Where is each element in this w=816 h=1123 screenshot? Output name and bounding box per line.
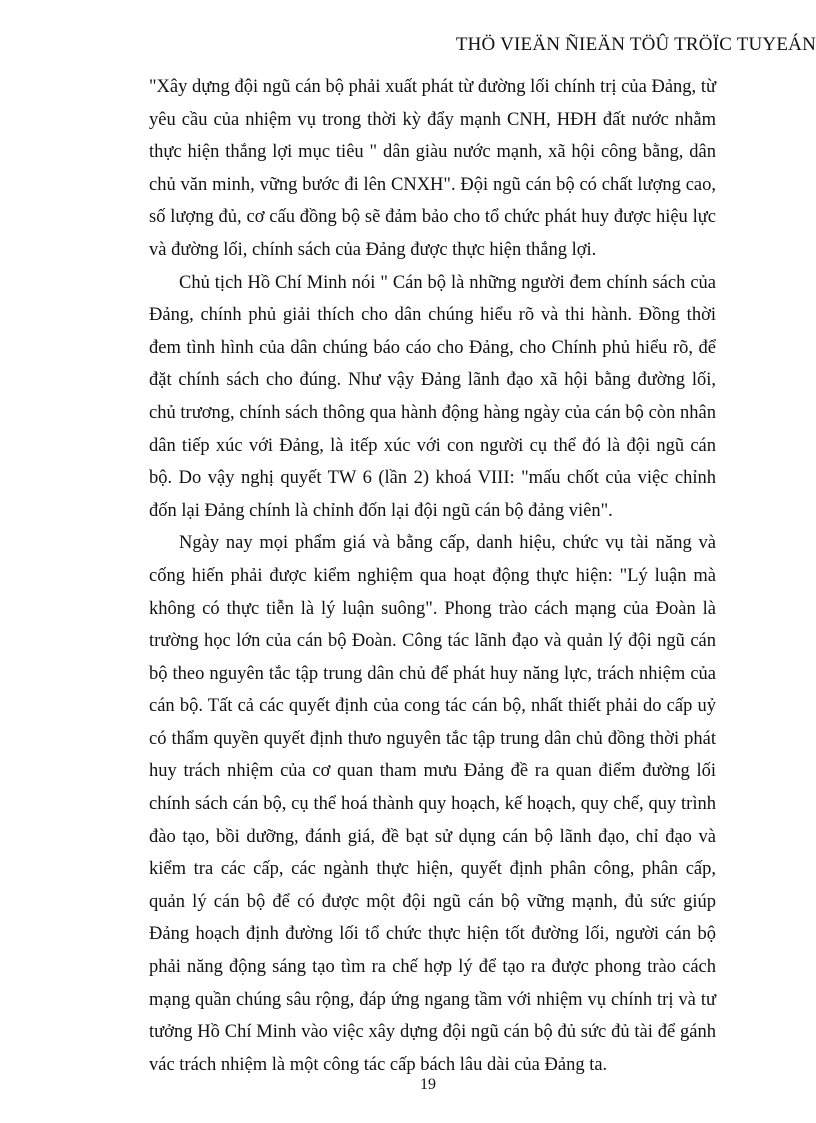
paragraph-1: "Xây dựng đội ngũ cán bộ phải xuất phát từ đường lối chính trị của Đảng, từ yêu cầu của nhiệm vụ trong thời kỳ đẩy mạnh CNH, HĐH đất nước nhằm thực hiện thắng lợi mục tiêu " dân giàu nước mạnh, xã hội công bằng, dân chủ văn minh, vững bước đi lên CNXH". Đội ngũ cán bộ có chất lượng cao, số lượng đủ, cơ cấu đồng bộ sẽ đảm bảo cho tổ chức phát huy được hiệu lực và đường lối, chính sách của Đảng được thực hiện thắng lợi.: [149, 77, 716, 260]
paragraph-3: Ngày nay mọi phẩm giá và bằng cấp, danh hiệu, chức vụ tài năng và cống hiến phải được kiểm nghiệm qua hoạt động thực hiện: "Lý luận mà không có thực tiễn là lý luận suông". Phong trào cách mạng của Đoàn là trường học lớn của cán bộ Đoàn. Công tác lãnh đạo và quản lý đội ngũ cán bộ theo nguyên tắc tập trung dân chủ để phát huy năng lực, trách nhiệm của cán bộ. Tất cả các quyết định của cong tác cán bộ, nhất thiết phải do cấp uỷ có thẩm quyền quyết định thưo nguyên tắc tập trung dân chủ đồng thời phát huy trách nhiệm của cơ quan tham mưu Đảng đề ra quan điểm đường lối chính sách cán bộ, cụ thể hoá thành quy hoạch, kế hoạch, quy chế, quy trình đào tạo, bồi dưỡng, đánh giá, đề bạt sử dụng cán bộ lãnh đạo, chỉ đạo và kiểm tra các cấp, các ngành thực hiện, quyết định phân công, phân cấp, quản lý cán bộ để có được một đội ngũ cán bộ vững mạnh, đủ sức giúp Đảng hoạch định đường lối tổ chức thực hiện tốt đường lối, người cán bộ phải năng động sáng tạo tìm ra chế hợp lý để tạo ra được phong trào cách mạng quần chúng sâu rộng, đáp ứng ngang tầm với nhiệm vụ chính trị và tư tưởng Hồ Chí Minh vào việc xây dựng đội ngũ cán bộ đủ sức đủ tài để gánh vác trách nhiệm là một công tác cấp bách lâu dài của Đảng ta.: [149, 533, 716, 1075]
paragraph-2: Chủ tịch Hồ Chí Minh nói " Cán bộ là những người đem chính sách của Đảng, chính phủ giải thích cho dân chúng hiểu rõ và thi hành. Đồng thời đem tình hình của dân chúng báo cáo cho Đảng, cho Chính phủ hiểu rõ, để đặt chính sách cho đúng. Như vậy Đảng lãnh đạo xã hội bằng đường lối, chủ trương, chính sách thông qua hành động hàng ngày của cán bộ còn nhân dân tiếp xúc với Đảng, là itếp xúc với con người cụ thể đó là đội ngũ cán bộ. Do vậy nghị quyết TW 6 (lần 2) khoá VIII: "mấu chốt của việc chỉnh đốn lại Đảng chính là chỉnh đốn lại đội ngũ cán bộ đảng viên".: [149, 272, 716, 521]
page-number: 19: [420, 1076, 436, 1093]
page-header: THÖ VIEÄN ÑIEÄN TÖÛ TRÖÏC TUYEÁN: [455, 34, 816, 55]
document-body: [149, 71, 716, 1081]
